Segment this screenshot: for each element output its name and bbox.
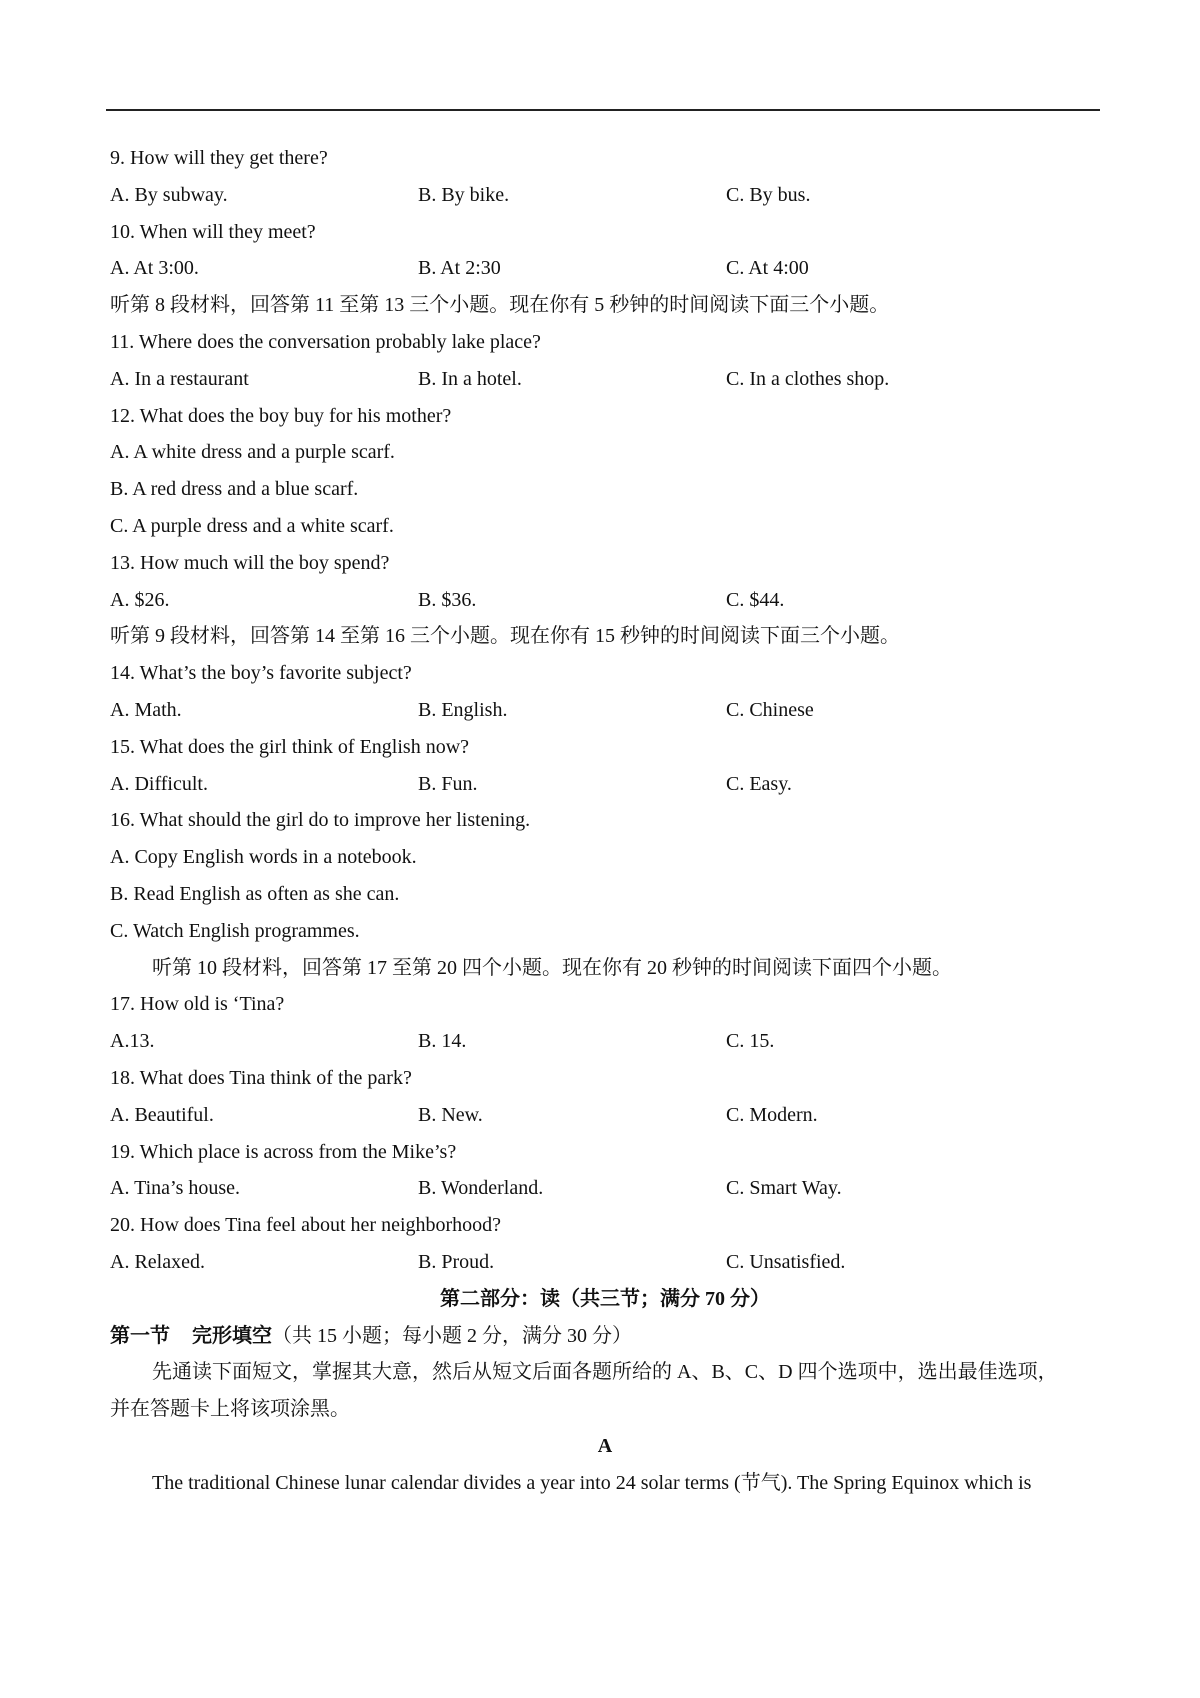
option-11-c: C. In a clothes shop. — [726, 367, 890, 390]
option-19-b: B. Wonderland. — [418, 1177, 544, 1200]
option-10-b: B. At 2:30 — [418, 257, 501, 280]
option-14-c: C. Chinese — [726, 698, 814, 721]
option-12-b: B. A red dress and a blue scarf. — [110, 478, 359, 501]
option-18-b: B. New. — [418, 1103, 483, 1126]
passage-first-line: The traditional Chinese lunar calendar divides a year into 24 solar terms (节气). The Spring Equinox which is — [152, 1471, 1032, 1494]
section-one-label: 第一节 — [110, 1324, 170, 1347]
part-two-title: 第二部分：读（共三节；满分 70 分） — [440, 1287, 770, 1310]
question-20: 20. How does Tina feel about her neighborhood? — [110, 1214, 502, 1237]
option-17-a: A.13. — [110, 1030, 155, 1053]
question-15: 15. What does the girl think of English now? — [110, 735, 470, 758]
question-11: 11. Where does the conversation probably lake place? — [110, 330, 541, 353]
directions-line-1: 先通读下面短文，掌握其大意，然后从短文后面各题所给的 A、B、C、D 四个选项中，选出最佳选项， — [152, 1361, 1058, 1384]
directions-line-2: 并在答题卡上将该项涂黑。 — [110, 1398, 350, 1421]
option-16-c: C. Watch English programmes. — [110, 919, 360, 942]
option-17-b: B. 14. — [418, 1030, 467, 1053]
question-14: 14. What’s the boy’s favorite subject? — [110, 662, 412, 685]
option-14-a: A. Math. — [110, 698, 182, 721]
option-11-b: B. In a hotel. — [418, 367, 522, 390]
option-15-c: C. Easy. — [726, 772, 792, 795]
option-16-a: A. Copy English words in a notebook. — [110, 846, 417, 869]
options-17 — [110, 1023, 1100, 1060]
instruction-section-9: 听第 9 段材料，回答第 14 至第 16 三个小题。现在你有 15 秒钟的时间阅读下面三个小题。 — [110, 625, 900, 648]
option-13-b: B. $36. — [418, 588, 477, 611]
question-9: 9. How will they get there? — [110, 147, 328, 169]
question-16: 16. What should the girl do to improve her listening. — [110, 809, 531, 832]
option-20-c: C. Unsatisfied. — [726, 1250, 846, 1273]
options-18 — [110, 1097, 1100, 1134]
header-rule — [106, 109, 1100, 111]
option-16-b: B. Read English as often as she can. — [110, 882, 400, 905]
option-12-a: A. A white dress and a purple scarf. — [110, 441, 395, 464]
option-18-a: A. Beautiful. — [110, 1103, 214, 1126]
option-15-a: A. Difficult. — [110, 772, 208, 795]
question-13: 13. How much will the boy spend? — [110, 551, 390, 574]
instruction-section-8: 听第 8 段材料，回答第 11 至第 13 三个小题。现在你有 5 秒钟的时间阅读下面三个小题。 — [110, 294, 890, 317]
option-11-a: A. In a restaurant — [110, 367, 249, 390]
option-13-c: C. $44. — [726, 588, 785, 611]
option-15-b: B. Fun. — [418, 772, 478, 795]
options-14 — [110, 692, 1100, 729]
options-13 — [110, 582, 1100, 619]
option-17-c: C. 15. — [726, 1030, 775, 1053]
question-12: 12. What does the boy buy for his mother? — [110, 404, 452, 427]
options-15 — [110, 766, 1100, 803]
section-one-title: 完形填空 — [192, 1324, 272, 1347]
option-20-b: B. Proud. — [418, 1250, 495, 1273]
passage-label: A — [597, 1434, 613, 1457]
question-17: 17. How old is ‘Tina? — [110, 993, 285, 1016]
options-10 — [110, 250, 1100, 287]
option-10-c: C. At 4:00 — [726, 257, 809, 280]
options-11 — [110, 361, 1100, 398]
option-19-c: C. Smart Way. — [726, 1177, 842, 1200]
option-13-a: A. $26. — [110, 588, 170, 611]
option-9-c: C. By bus. — [726, 183, 811, 206]
options-9 — [110, 177, 1100, 214]
question-18: 18. What does Tina think of the park? — [110, 1066, 412, 1089]
section-one-description: （共 15 小题；每小题 2 分，满分 30 分） — [272, 1324, 632, 1347]
question-10: 10. When will they meet? — [110, 220, 316, 243]
option-12-c: C. A purple dress and a white scarf. — [110, 514, 394, 537]
option-19-a: A. Tina’s house. — [110, 1177, 241, 1200]
option-14-b: B. English. — [418, 698, 508, 721]
instruction-section-10: 听第 10 段材料，回答第 17 至第 20 四个小题。现在你有 20 秒钟的时间阅读下面四个小题。 — [152, 956, 952, 979]
option-9-b: B. By bike. — [418, 183, 510, 206]
question-19: 19. Which place is across from the Mike’s? — [110, 1140, 457, 1163]
options-20 — [110, 1244, 1100, 1281]
option-10-a: A. At 3:00. — [110, 257, 199, 280]
option-20-a: A. Relaxed. — [110, 1250, 205, 1273]
exam-page — [110, 140, 1100, 1501]
option-9-a: A. By subway. — [110, 183, 228, 206]
option-18-c: C. Modern. — [726, 1103, 818, 1126]
section-one-heading — [110, 1318, 1100, 1355]
options-19 — [110, 1170, 1100, 1207]
